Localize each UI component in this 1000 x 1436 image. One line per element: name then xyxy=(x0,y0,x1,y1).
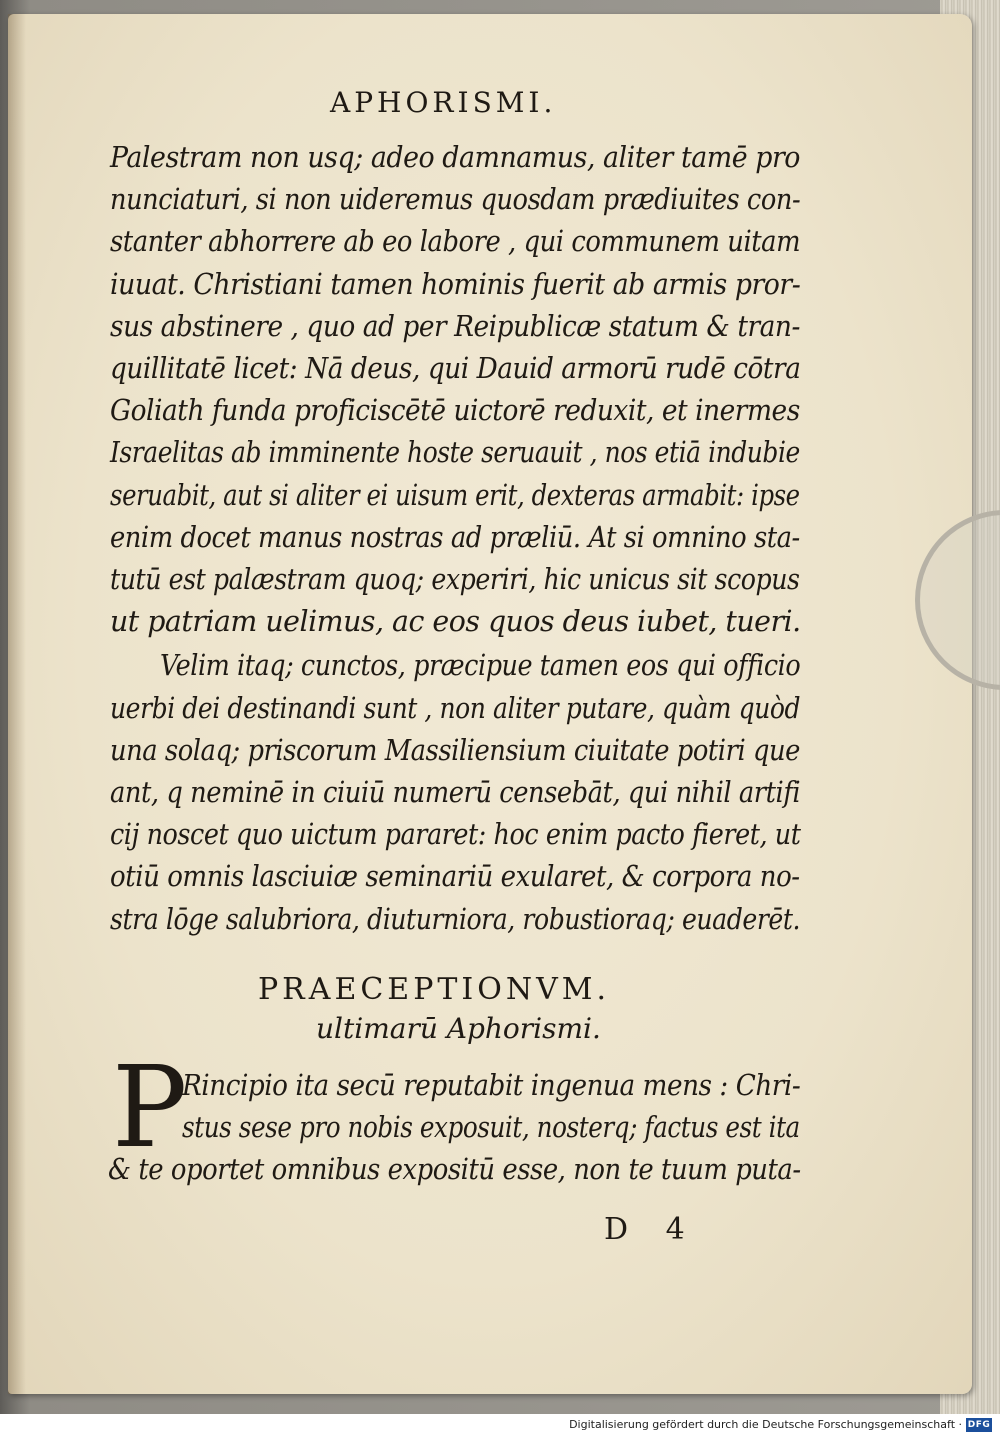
gutter-shadow xyxy=(8,14,26,1394)
body-line: ut patriam uelimus, ac eos quos deus iubet, tueri. xyxy=(110,604,801,639)
body-line: una solaq; priscorum Massiliensium ciuitate potiri que xyxy=(110,732,800,767)
running-head: APHORISMI. xyxy=(330,86,557,119)
body-line: stanter abhorrere ab eo labore , qui communem uitam xyxy=(110,224,801,259)
body-line: sus abstinere , quo ad per Reipublicæ statum & tran- xyxy=(110,308,800,343)
section-subheading: ultimarū Aphorismi. xyxy=(316,1012,601,1045)
body-line: Palestram non usq; adeo damnamus, aliter tamē pro xyxy=(110,140,801,174)
final-line: stus sese pro nobis exposuit, nosterq; factus est ita xyxy=(182,1110,800,1144)
body-line: nunciaturi, si non uideremus quosdam prædiuites con- xyxy=(110,182,801,217)
final-line: Rincipio ita secū reputabit ingenua mens : Chri- xyxy=(182,1068,801,1102)
section-heading: PRAECEPTIONVM. xyxy=(258,972,611,1007)
body-line: tutū est palæstram quoq; experiri, hic unicus sit scopus xyxy=(110,562,800,596)
body-line: stra lōge salubriora, diuturniora, robustioraq; euaderēt. xyxy=(110,901,801,936)
drop-cap-initial: P xyxy=(112,1043,188,1173)
body-line: ant, q neminē in ciuiū numerū censebāt, qui nihil artifi xyxy=(110,775,801,809)
body-line: Goliath funda proficiscētē uictorē reduxit, et inermes xyxy=(110,393,800,428)
body-line: uerbi dei destinandi sunt , non aliter putare, quàm quòd xyxy=(110,690,801,725)
final-line: & te oportet omnibus expositū esse, non te tuum puta- xyxy=(108,1152,801,1186)
body-line: quillitatē licet: Nā deus, qui Dauid armorū rudē cōtra xyxy=(110,351,801,385)
body-line: enim docet manus nostras ad præliū. At si omnino sta- xyxy=(110,519,800,554)
body-line: Israelitas ab imminente hoste seruauit , nos etiā indubie xyxy=(110,435,800,470)
body-line: Velim itaq; cunctos, præcipue tamen eos qui officio xyxy=(160,648,801,683)
digitization-credit: Digitalisierung gefördert durch die Deutsche Forschungsgemeinschaft · xyxy=(569,1418,962,1431)
body-line: otiū omnis lasciuiæ seminariū exularet, & corpora no- xyxy=(110,859,800,894)
dfg-logo: DFG xyxy=(967,1420,991,1430)
body-line: iuuat. Christiani tamen hominis fuerit ab armis pror- xyxy=(110,266,801,301)
signature-mark: D 4 xyxy=(604,1212,699,1247)
body-line: seruabit, aut si aliter ei uisum erit, dexteras armabit: ipse xyxy=(110,477,800,512)
body-line: cij noscet quo uictum pararet: hoc enim pacto fieret, ut xyxy=(110,817,801,852)
